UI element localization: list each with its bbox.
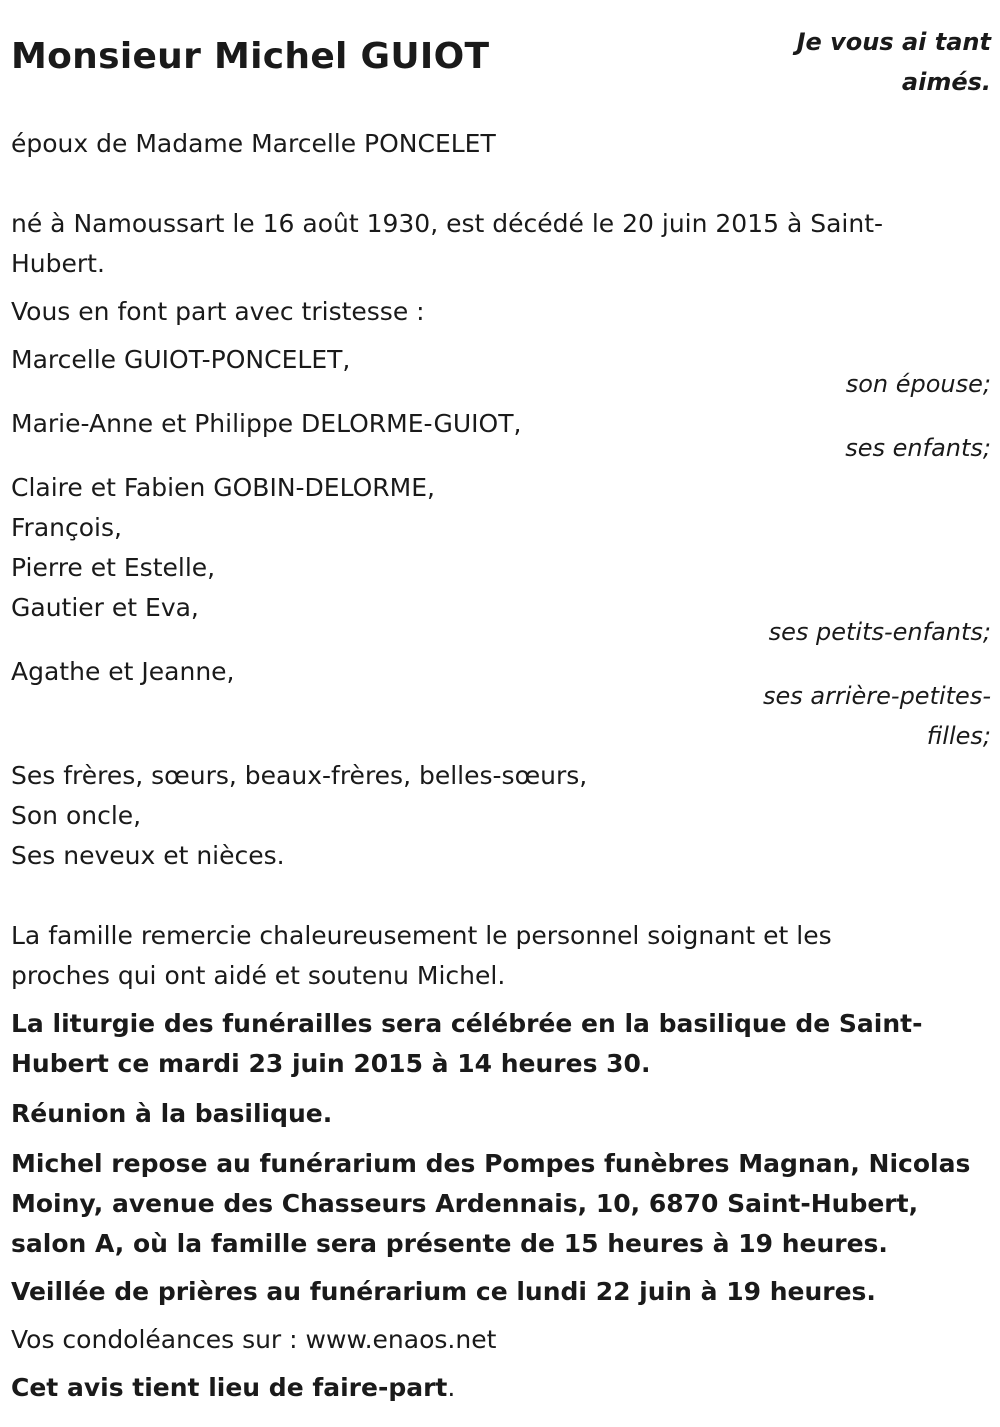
- funerarium-paragraph: Michel repose au funérarium des Pompes funèbres Magnan, Nicolas Moiny, avenue des Chasseurs Ardennais, 10, 6870 Saint-Hubert, salon A, où la famille sera présente de 15 heures à 19 heures.: [11, 1149, 971, 1258]
- grandchild-line: François,: [11, 513, 122, 542]
- relation-children: ses enfants;: [845, 434, 991, 462]
- notice-end: .: [447, 1373, 456, 1402]
- relation-grandchildren: ses petits-enfants;: [768, 618, 991, 646]
- others-line: Ses frères, sœurs, beaux-frères, belles-sœurs,: [11, 761, 588, 790]
- thanks-paragraph: La famille remercie chaleureusement le personnel soignant et les proches qui ont aidé et soutenu Michel.: [11, 921, 832, 990]
- relation-spouse: son épouse;: [845, 370, 991, 398]
- liturgy-paragraph: La liturgie des funérailles sera célébrée en la basilique de Saint-Hubert ce mardi 23 juin 2015 à 14 heures 30.: [11, 1009, 923, 1078]
- birth-death-line: né à Namoussart le 16 août 1930, est décédé le 20 juin 2015 à Saint-Hubert.: [11, 209, 884, 278]
- family-great-grandchildren: Agathe et Jeanne,: [11, 657, 235, 686]
- deceased-name: Monsieur Michel GUIOT: [11, 36, 490, 77]
- condolences-link[interactable]: www.enaos.net: [305, 1325, 497, 1354]
- motto-quote: Je vous ai tant aimés.: [796, 28, 991, 96]
- relation-great-grandchildren: ses arrière-petites-filles;: [763, 682, 991, 750]
- others-line: Ses neveux et nièces.: [11, 841, 285, 870]
- others-line: Son oncle,: [11, 801, 142, 830]
- meeting-paragraph: Réunion à la basilique.: [11, 1099, 333, 1128]
- obituary-notice: [11, 0, 991, 1408]
- notice-line: [11, 1368, 991, 1408]
- condolences-line: [11, 1320, 991, 1360]
- vigil-paragraph: Veillée de prières au funérarium ce lundi 22 juin à 19 heures.: [11, 1277, 876, 1306]
- grandchild-line: Claire et Fabien GOBIN-DELORME,: [11, 473, 435, 502]
- family-spouse: Marcelle GUIOT-PONCELET,: [11, 345, 351, 374]
- announce-intro: Vous en font part avec tristesse :: [11, 297, 425, 326]
- grandchild-line: Pierre et Estelle,: [11, 553, 216, 582]
- spouse-line: époux de Madame Marcelle PONCELET: [11, 129, 496, 158]
- grandchild-line: Gautier et Eva,: [11, 593, 199, 622]
- condolences-label: Vos condoléances sur :: [11, 1325, 298, 1354]
- notice-bold: Cet avis tient lieu de faire-part: [11, 1373, 448, 1402]
- family-children: Marie-Anne et Philippe DELORME-GUIOT,: [11, 409, 522, 438]
- notice-header: [11, 0, 991, 108]
